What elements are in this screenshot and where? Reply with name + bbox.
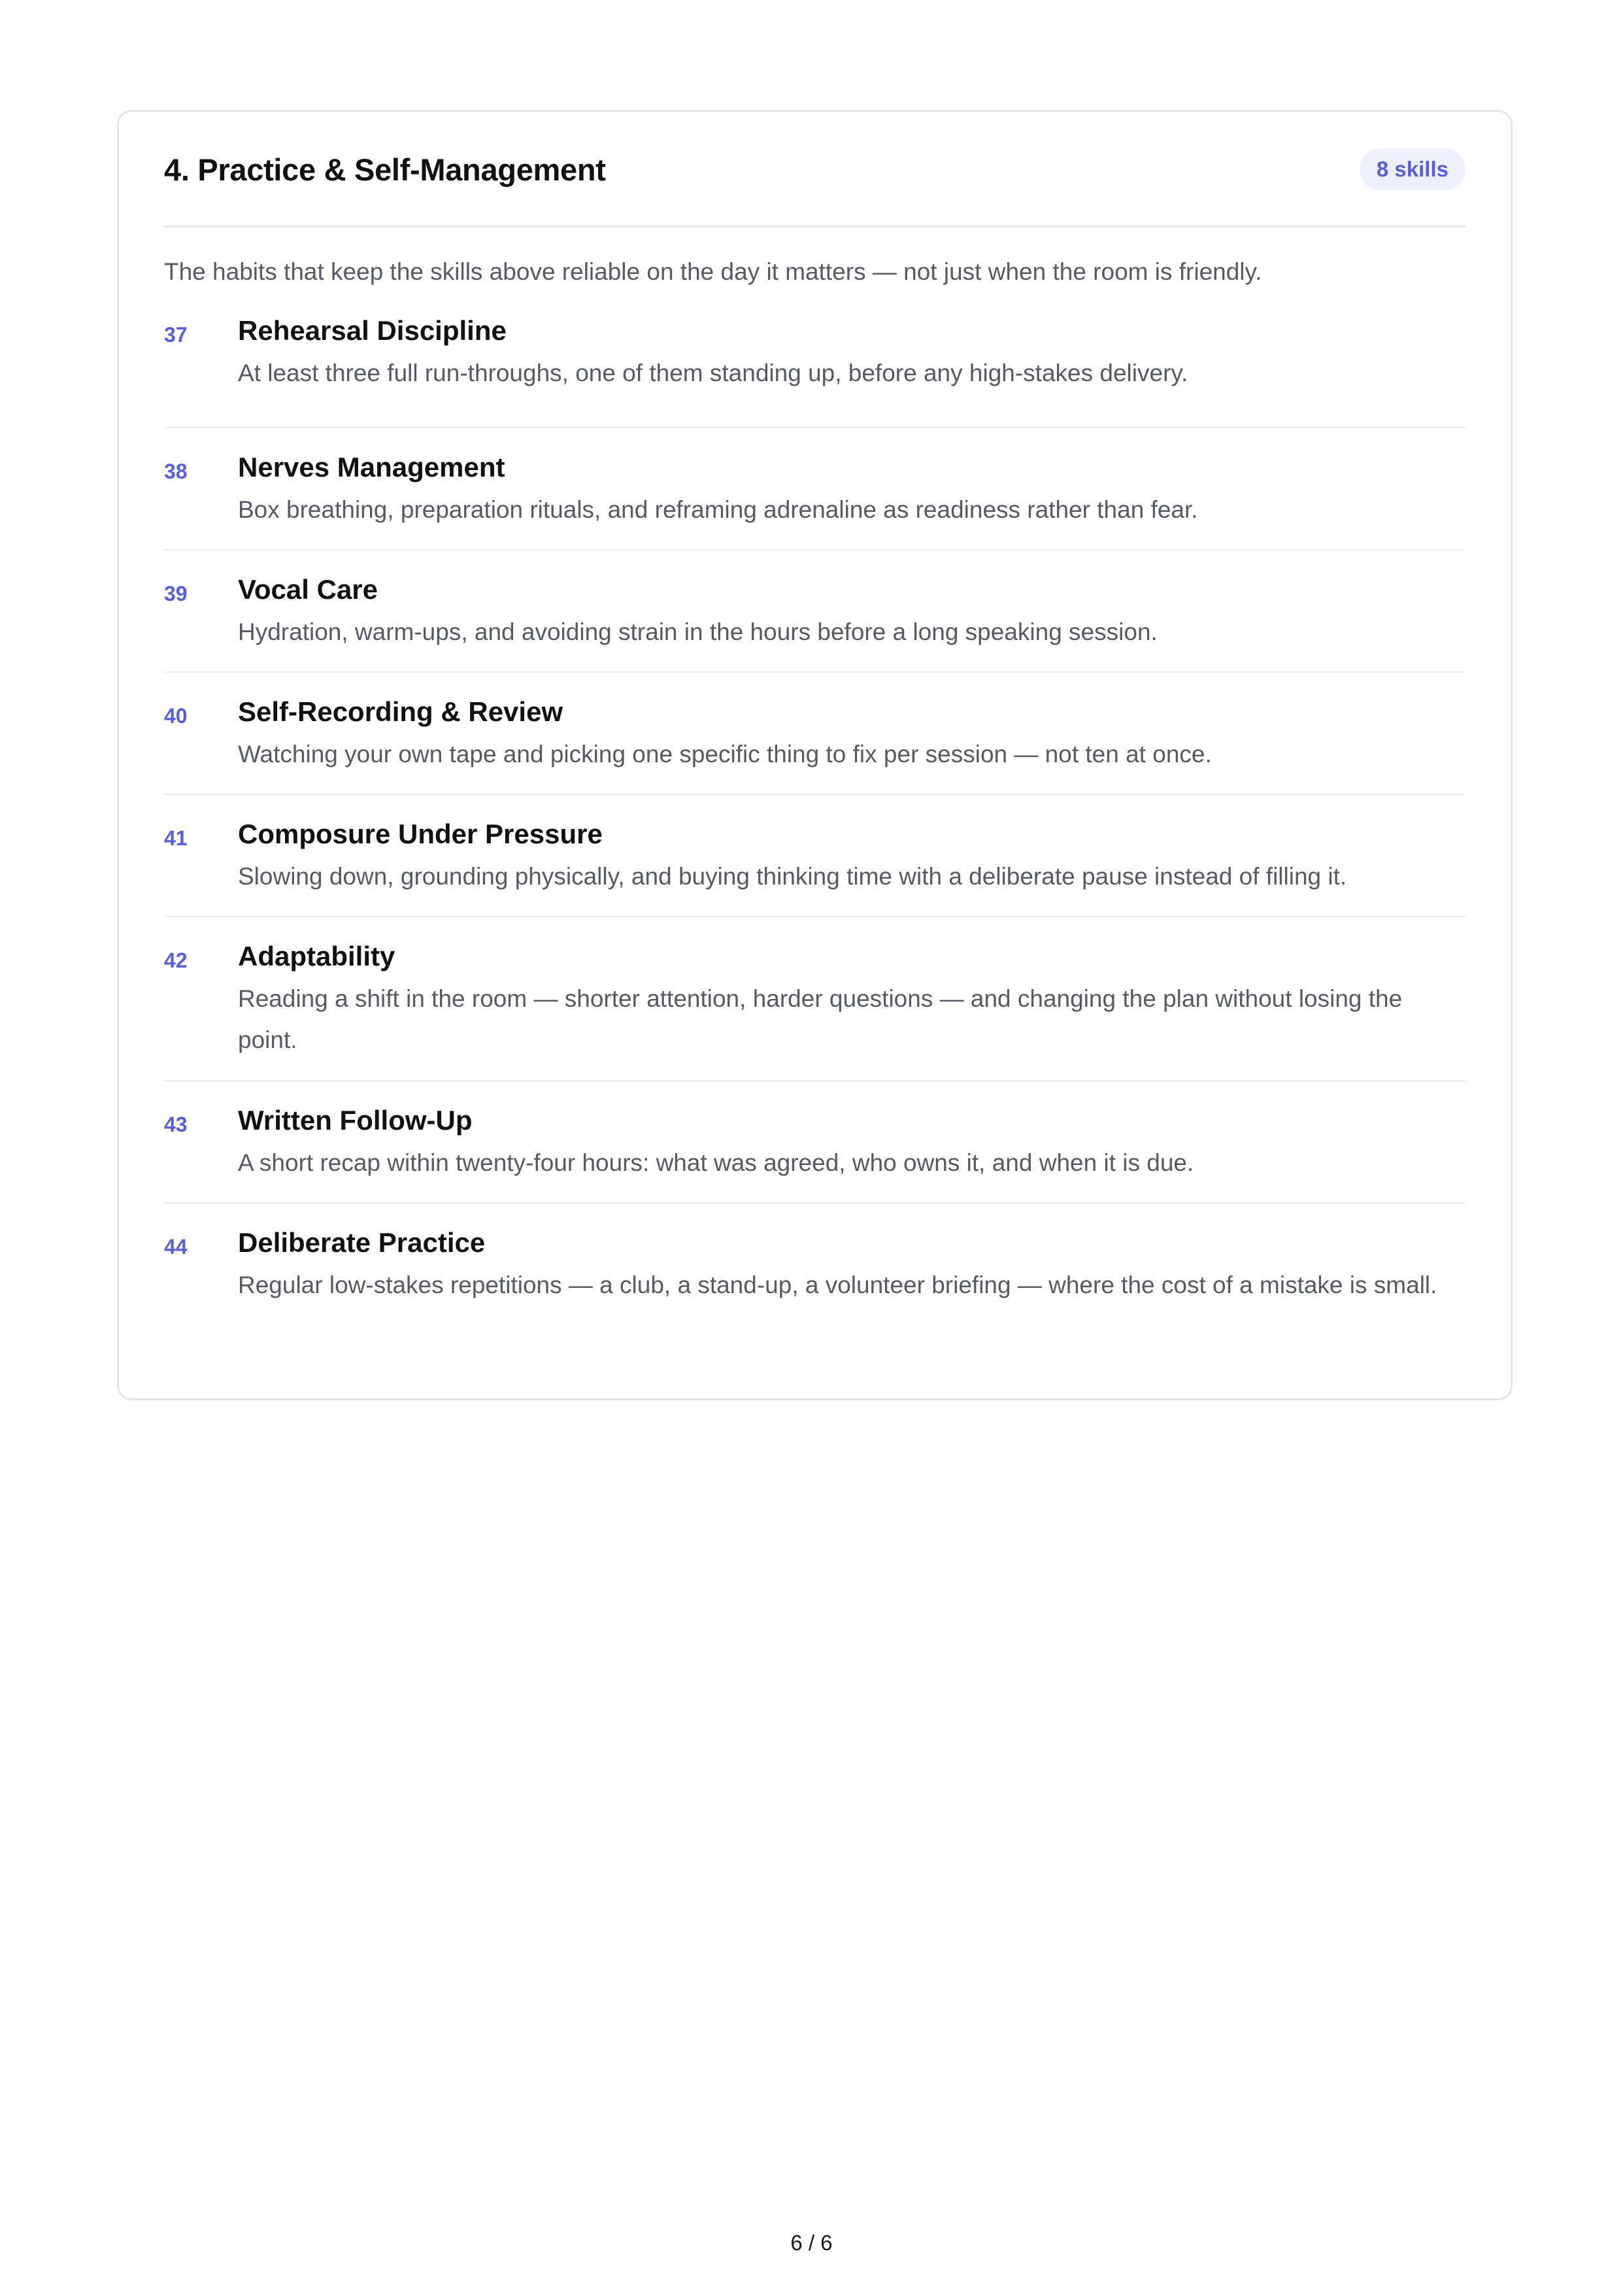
skill-number: 43 [164, 1113, 188, 1136]
skill-body [238, 815, 1465, 916]
skill-body [238, 571, 1465, 671]
skill-number: 41 [164, 826, 188, 850]
skill-item [164, 550, 1465, 673]
skill-name: Self-Recording & Review [238, 696, 563, 727]
skill-number: 44 [164, 1235, 188, 1258]
skill-number: 37 [164, 323, 188, 346]
skill-body [238, 1102, 1465, 1202]
skill-body [238, 937, 1465, 1080]
skills-section-card [117, 110, 1513, 1400]
section-title: 4. Practice & Self-Management [164, 152, 606, 187]
skill-description: Hydration, warm-ups, and avoiding strain in the hours before a long speaking session. [238, 618, 1158, 645]
skill-description: Regular low-stakes repetitions — a club, a stand-up, a volunteer briefing — where the cost of a mistake is small. [238, 1272, 1437, 1298]
skill-body [238, 693, 1465, 794]
skills-list [164, 289, 1465, 1354]
page-indicator: 6 / 6 [790, 2231, 833, 2255]
skill-name: Adaptability [238, 941, 395, 971]
section-header [164, 112, 1465, 228]
skill-description: Slowing down, grounding physically, and buying thinking time with a deliberate pause instead of filling it. [238, 863, 1347, 890]
skill-description: At least three full run-throughs, one of them standing up, before any high-stakes delivery. [238, 360, 1188, 386]
skill-item [164, 1081, 1465, 1204]
skill-body [238, 312, 1465, 427]
skill-name: Deliberate Practice [238, 1227, 486, 1258]
skill-body [238, 448, 1465, 549]
section-intro: The habits that keep the skills above reliable on the day it matters — not just when the room is friendly. [164, 258, 1262, 285]
skill-item [164, 917, 1465, 1081]
skill-item [164, 795, 1465, 917]
skill-number: 39 [164, 582, 188, 605]
skill-number: 38 [164, 460, 188, 483]
skill-number: 42 [164, 949, 188, 972]
skill-item [164, 673, 1465, 795]
skill-item [164, 428, 1465, 550]
skill-item [164, 312, 1465, 428]
skill-description: Box breathing, preparation rituals, and reframing adrenaline as readiness rather than fear. [238, 496, 1198, 523]
skill-name: Written Follow-Up [238, 1105, 473, 1136]
skill-name: Composure Under Pressure [238, 819, 603, 849]
skill-number: 40 [164, 704, 188, 728]
skill-body [238, 1224, 1465, 1354]
skill-item [164, 1204, 1465, 1354]
skill-count-badge: 8 skills [1360, 148, 1465, 190]
skill-name: Vocal Care [238, 574, 378, 605]
skill-description: A short recap within twenty-four hours: what was agreed, who owns it, and when it is due. [238, 1149, 1194, 1176]
skill-description: Watching your own tape and picking one specific thing to fix per session — not ten at once. [238, 741, 1212, 768]
skill-description: Reading a shift in the room — shorter attention, harder questions — and changing the plan without losing the point. [238, 985, 1403, 1053]
skill-name: Rehearsal Discipline [238, 315, 507, 346]
skill-name: Nerves Management [238, 452, 505, 482]
